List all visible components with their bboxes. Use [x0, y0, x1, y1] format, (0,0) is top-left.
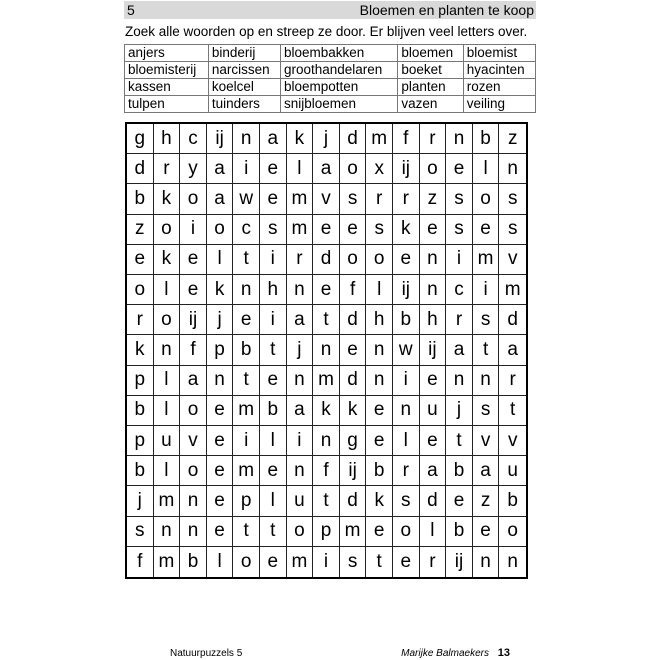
grid-cell: n	[473, 547, 500, 577]
grid-cell: i	[260, 305, 287, 335]
grid-cell: e	[207, 426, 234, 456]
grid-cell: e	[180, 275, 207, 305]
grid-cell: o	[127, 275, 154, 305]
grid-cell: a	[313, 154, 340, 184]
word-cell: narcissen	[208, 62, 280, 79]
grid-cell: z	[499, 124, 526, 154]
grid-cell: r	[393, 456, 420, 486]
grid-cell: c	[446, 275, 473, 305]
grid-cell: r	[393, 184, 420, 214]
grid-cell: o	[207, 215, 234, 245]
grid-cell: n	[420, 275, 447, 305]
grid-cell: o	[287, 517, 314, 547]
footer-right	[401, 647, 510, 659]
word-row	[125, 62, 536, 79]
grid-cell: l	[366, 275, 393, 305]
grid-cell: b	[393, 305, 420, 335]
grid-cell: j	[313, 124, 340, 154]
word-cell: bloemen	[398, 45, 463, 62]
grid-cell: i	[393, 366, 420, 396]
word-cell: veiling	[463, 96, 535, 113]
grid-cell: ij	[393, 275, 420, 305]
grid-cell: n	[233, 124, 260, 154]
word-cell: snijbloemen	[280, 96, 397, 113]
grid-cell: c	[180, 124, 207, 154]
grid-cell: o	[180, 184, 207, 214]
grid-cell: f	[313, 456, 340, 486]
word-row	[125, 45, 536, 62]
grid-cell: ij	[393, 154, 420, 184]
grid-cell: v	[313, 184, 340, 214]
grid-cell: s	[366, 215, 393, 245]
footer-author: Marijke Balmaekers	[401, 648, 489, 659]
grid-cell: a	[446, 335, 473, 365]
grid-cell: i	[180, 215, 207, 245]
grid-cell: m	[154, 486, 181, 516]
puzzle-title: Bloemen en planten te koop	[359, 2, 534, 18]
grid-cell: r	[366, 184, 393, 214]
grid-cell: i	[446, 245, 473, 275]
grid-cell: d	[420, 486, 447, 516]
word-row	[125, 96, 536, 113]
grid-cell: n	[393, 396, 420, 426]
grid-cell: x	[366, 154, 393, 184]
grid-cell: r	[154, 154, 181, 184]
grid-cell: d	[127, 154, 154, 184]
grid-cell: n	[473, 366, 500, 396]
grid-cell: k	[154, 245, 181, 275]
grid-cell: l	[207, 547, 234, 577]
grid-cell: e	[473, 517, 500, 547]
grid-cell: m	[366, 124, 393, 154]
grid-cell: o	[154, 215, 181, 245]
grid-cell: o	[366, 245, 393, 275]
grid-cell: e	[207, 396, 234, 426]
grid-cell: o	[340, 154, 367, 184]
grid-cell: t	[313, 486, 340, 516]
grid-cell: n	[507, 550, 518, 572]
grid-cell: t	[446, 426, 473, 456]
grid-cell: t	[313, 305, 340, 335]
grid-cell: n	[180, 486, 207, 516]
grid-cell: l	[420, 517, 447, 547]
grid-cell: y	[180, 154, 207, 184]
grid-cell: e	[393, 547, 420, 577]
grid-cell: u	[420, 396, 447, 426]
grid-cell: e	[420, 426, 447, 456]
grid-cell: e	[313, 215, 340, 245]
grid-cell: o	[340, 245, 367, 275]
grid-cell: n	[287, 275, 314, 305]
grid-cell: d	[340, 305, 367, 335]
grid-cell: e	[260, 184, 287, 214]
grid-cell: f	[393, 124, 420, 154]
grid-cell: t	[473, 335, 500, 365]
grid-cell: e	[446, 486, 473, 516]
word-cell: bloemist	[463, 45, 535, 62]
word-cell: anjers	[125, 45, 209, 62]
grid-cell: t	[499, 396, 526, 426]
grid-cell: a	[473, 456, 500, 486]
grid-cell: u	[499, 456, 526, 486]
grid-cell: a	[287, 305, 314, 335]
grid-cell: g	[340, 426, 367, 456]
grid-cell: e	[366, 517, 393, 547]
grid-cell: p	[207, 335, 234, 365]
grid-cell: e	[207, 456, 234, 486]
grid-cell: b	[233, 335, 260, 365]
grid-cell: p	[127, 366, 154, 396]
grid-cell: o	[233, 547, 260, 577]
grid-cell: k	[366, 486, 393, 516]
grid-cell: n	[154, 517, 181, 547]
grid-cell: e	[313, 275, 340, 305]
word-cell: vazen	[398, 96, 463, 113]
grid-cell: a	[420, 456, 447, 486]
grid-cell: s	[340, 184, 367, 214]
grid-cell: e	[207, 517, 234, 547]
grid-cell: t	[233, 517, 260, 547]
grid-cell: r	[446, 305, 473, 335]
grid-cell: l	[154, 366, 181, 396]
grid-cell: e	[260, 547, 287, 577]
grid-cell: c	[233, 215, 260, 245]
grid-cell: e	[446, 154, 473, 184]
grid-cell: l	[260, 486, 287, 516]
grid-cell: k	[340, 396, 367, 426]
footer-book-title: Natuurpuzzels 5	[170, 648, 243, 659]
grid-cell: a	[287, 396, 314, 426]
grid-cell: i	[233, 426, 260, 456]
grid-cell: ij	[420, 335, 447, 365]
grid-cell: m	[154, 547, 181, 577]
grid-cell: h	[260, 275, 287, 305]
grid-cell: b	[446, 517, 473, 547]
grid-cell: t	[233, 245, 260, 275]
grid-cell: f	[180, 335, 207, 365]
word-cell: planten	[398, 79, 463, 96]
grid-cell: s	[127, 517, 154, 547]
grid-cell: i	[287, 426, 314, 456]
grid-cell: n	[287, 366, 314, 396]
grid-cell: b	[127, 456, 154, 486]
grid-cell: d	[313, 245, 340, 275]
word-row	[125, 79, 536, 96]
grid-cell: r	[499, 366, 526, 396]
grid-cell: d	[340, 486, 367, 516]
grid-cell: s	[473, 305, 500, 335]
grid-cell: a	[260, 124, 287, 154]
word-list	[124, 44, 536, 113]
grid-cell: ij	[340, 456, 367, 486]
grid-cell: k	[393, 215, 420, 245]
grid-cell: n	[313, 335, 340, 365]
puzzle-number: 5	[127, 2, 135, 18]
grid-cell: p	[127, 426, 154, 456]
grid-cell: n	[313, 426, 340, 456]
grid-cell: b	[473, 124, 500, 154]
word-cell: binderij	[208, 45, 280, 62]
grid-cell: n	[446, 124, 473, 154]
grid-cell: s	[446, 184, 473, 214]
grid-cell: d	[499, 305, 526, 335]
grid-cell: r	[420, 547, 447, 577]
grid-cell: u	[154, 426, 181, 456]
grid-cell: o	[473, 184, 500, 214]
grid-cell: s	[446, 215, 473, 245]
grid-cell: h	[366, 305, 393, 335]
grid-cell: ij	[446, 547, 473, 577]
grid-cell: m	[340, 517, 367, 547]
grid-cell: z	[127, 215, 154, 245]
grid-cell: e	[260, 456, 287, 486]
word-cell: boeket	[398, 62, 463, 79]
grid-cell: p	[313, 517, 340, 547]
grid-cell: k	[127, 335, 154, 365]
grid-cell: ij	[180, 305, 207, 335]
grid-cell: l	[154, 456, 181, 486]
grid-cell: a	[207, 154, 234, 184]
grid-cell: e	[366, 396, 393, 426]
grid-cell: o	[393, 517, 420, 547]
grid-cell: b	[446, 456, 473, 486]
grid-cell: t	[233, 366, 260, 396]
grid-cell: e	[420, 366, 447, 396]
grid-cell: o	[499, 517, 526, 547]
grid-cell: m	[313, 366, 340, 396]
grid-cell: e	[340, 335, 367, 365]
grid-cell: m	[233, 396, 260, 426]
grid-cell: e	[260, 366, 287, 396]
word-cell: kassen	[125, 79, 209, 96]
grid-cell: n	[366, 366, 393, 396]
grid-cell: z	[473, 486, 500, 516]
grid-cell: e	[233, 305, 260, 335]
grid-cell: o	[154, 305, 181, 335]
grid-cell: v	[473, 426, 500, 456]
grid-cell: d	[340, 124, 367, 154]
grid-cell: r	[287, 245, 314, 275]
grid-cell: n	[180, 517, 207, 547]
grid-cell: v	[499, 245, 526, 275]
grid-cell: n	[499, 154, 526, 184]
grid-cell: m	[287, 184, 314, 214]
grid-cell: n	[154, 335, 181, 365]
grid-cell: l	[154, 275, 181, 305]
grid-cell: s	[260, 215, 287, 245]
word-cell: bloemisterij	[125, 62, 209, 79]
grid-cell: k	[207, 275, 234, 305]
grid-cell: j	[446, 396, 473, 426]
word-cell: bloempotten	[280, 79, 397, 96]
grid-cell: b	[127, 184, 154, 214]
grid-cell: l	[473, 154, 500, 184]
grid-cell: o	[420, 154, 447, 184]
grid-cell: i	[233, 154, 260, 184]
grid-cell: h	[154, 124, 181, 154]
word-cell: groothandelaren	[280, 62, 397, 79]
word-cell: koelcel	[208, 79, 280, 96]
word-cell: bloembakken	[280, 45, 397, 62]
grid-cell: b	[180, 547, 207, 577]
grid-cell: r	[127, 305, 154, 335]
grid-cell: a	[207, 184, 234, 214]
grid-cell: i	[313, 547, 340, 577]
grid-cell: e	[340, 215, 367, 245]
grid-cell: z	[420, 184, 447, 214]
grid-cell: k	[313, 396, 340, 426]
grid-cell: e	[260, 154, 287, 184]
word-cell: rozen	[463, 79, 535, 96]
grid-cell: j	[127, 486, 154, 516]
grid-cell: m	[499, 275, 526, 305]
grid-cell: l	[260, 426, 287, 456]
grid-cell: l	[393, 426, 420, 456]
grid-cell: n	[207, 366, 234, 396]
grid-cell: m	[233, 456, 260, 486]
grid-cell: m	[287, 215, 314, 245]
page-number: 13	[497, 647, 510, 659]
grid-cell: n	[233, 275, 260, 305]
grid-cell: l	[207, 245, 234, 275]
grid-cell: n	[446, 366, 473, 396]
grid-cell: o	[180, 456, 207, 486]
grid-cell: v	[180, 426, 207, 456]
grid-cell: a	[499, 335, 526, 365]
grid-cell: f	[127, 547, 154, 577]
grid-cell: b	[127, 396, 154, 426]
grid-cell: e	[393, 245, 420, 275]
page-header	[124, 1, 536, 19]
grid-cell: u	[287, 486, 314, 516]
grid-cell: s	[340, 547, 367, 577]
letter-grid	[125, 122, 528, 579]
grid-cell: s	[499, 215, 526, 245]
grid-cell: t	[260, 517, 287, 547]
grid-cell: t	[260, 335, 287, 365]
grid-cell: s	[393, 486, 420, 516]
grid-cell: o	[180, 396, 207, 426]
grid-cell: m	[473, 245, 500, 275]
grid-cell: e	[127, 245, 154, 275]
grid-cell: e	[473, 215, 500, 245]
grid-cell: m	[287, 547, 314, 577]
grid-cell: i	[260, 245, 287, 275]
grid-cell: k	[287, 124, 314, 154]
grid-cell: b	[260, 396, 287, 426]
grid-cell: p	[233, 486, 260, 516]
grid-cell: n	[366, 335, 393, 365]
grid-cell: n	[420, 245, 447, 275]
grid-cell: d	[340, 366, 367, 396]
word-cell: tulpen	[125, 96, 209, 113]
grid-cell: b	[499, 486, 526, 516]
grid-cell: v	[499, 426, 526, 456]
grid-cell: a	[180, 366, 207, 396]
grid-cell: e	[366, 426, 393, 456]
grid-cell: g	[127, 124, 154, 154]
grid-cell: l	[154, 396, 181, 426]
grid-cell: j	[207, 305, 234, 335]
grid-cell: r	[420, 124, 447, 154]
grid-cell: t	[366, 547, 393, 577]
grid-cell: w	[393, 335, 420, 365]
grid-cell: f	[340, 275, 367, 305]
instruction-text: Zoek alle woorden op en streep ze door. Er blijven veel letters over.	[125, 24, 528, 39]
grid-cell: e	[207, 486, 234, 516]
grid-cell: e	[180, 245, 207, 275]
grid-cell: i	[473, 275, 500, 305]
grid-cell: w	[233, 184, 260, 214]
grid-cell: j	[287, 335, 314, 365]
grid-cell: s	[499, 184, 526, 214]
grid-cell: l	[287, 154, 314, 184]
grid-cell: e	[420, 215, 447, 245]
grid-cell: h	[420, 305, 447, 335]
word-cell: tuinders	[208, 96, 280, 113]
grid-cell: n	[287, 456, 314, 486]
grid-cell: s	[473, 396, 500, 426]
grid-cell: k	[154, 184, 181, 214]
word-cell: hyacinten	[463, 62, 535, 79]
grid-cell: b	[366, 456, 393, 486]
grid-cell: ij	[207, 124, 234, 154]
